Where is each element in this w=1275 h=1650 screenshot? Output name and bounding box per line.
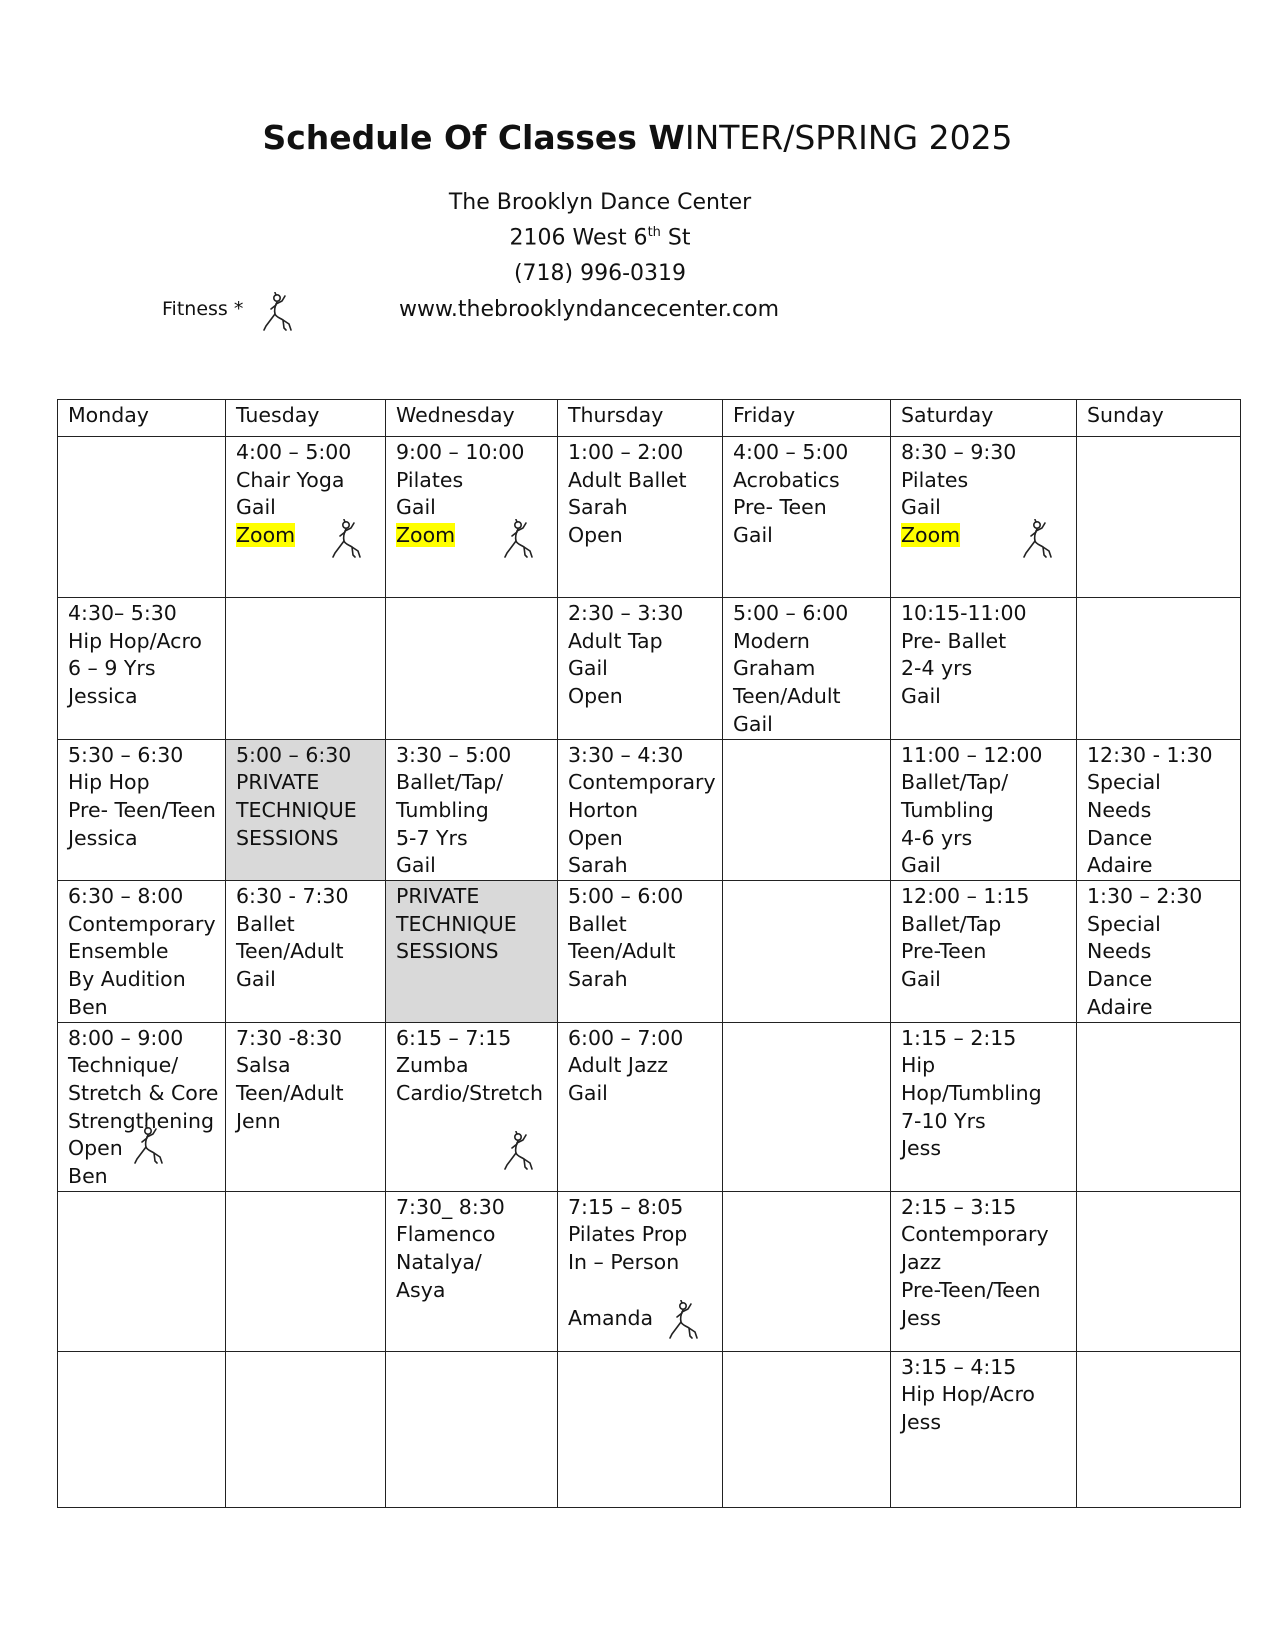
- class-cell-sunday: [1077, 1022, 1241, 1191]
- class-detail: Modern: [733, 628, 810, 653]
- class-detail: Jessica: [68, 825, 138, 850]
- schedule-row: [58, 1022, 1241, 1191]
- class-cell-tuesday: [226, 881, 386, 1023]
- class-detail: Pre-Teen: [901, 939, 987, 964]
- class-detail: Tumbling: [396, 797, 489, 822]
- day-header-monday: Monday: [58, 400, 226, 437]
- class-detail: PRIVATE: [396, 884, 480, 909]
- class-detail: 11:00 – 12:00: [901, 742, 1043, 767]
- class-detail: Special: [1087, 770, 1161, 795]
- class-detail: By Audition: [68, 967, 186, 992]
- class-detail: Zumba: [396, 1053, 469, 1078]
- class-cell-thursday: [558, 739, 723, 881]
- class-cell-wednesday: [386, 1191, 558, 1351]
- class-detail: Needs: [1087, 939, 1152, 964]
- class-detail: Stretch & Core: [68, 1080, 219, 1105]
- class-detail: Pre- Ballet: [901, 628, 1007, 653]
- class-detail: 2-4 yrs: [901, 656, 973, 681]
- address-st: St: [660, 225, 691, 251]
- class-detail: Strengthening: [68, 1108, 214, 1133]
- page-title: [0, 118, 1275, 157]
- class-detail: Ballet/Tap/: [396, 770, 504, 795]
- yoga-pose-icon: [503, 1131, 535, 1173]
- class-detail: Jessica: [68, 684, 138, 709]
- class-detail: Open: [568, 684, 623, 709]
- class-detail: Hip Hop/Acro: [68, 628, 202, 653]
- class-detail: Teen/Adult: [733, 684, 841, 709]
- class-cell-sunday: [1077, 1351, 1241, 1507]
- class-detail: Hop/Tumbling: [901, 1080, 1042, 1105]
- class-cell-friday: [723, 739, 891, 881]
- class-cell-friday: [723, 1351, 891, 1507]
- class-detail: Adult Jazz: [568, 1053, 669, 1078]
- class-detail: SESSIONS: [396, 939, 499, 964]
- class-cell-sunday: [1077, 598, 1241, 740]
- day-header-sunday: Sunday: [1077, 400, 1241, 437]
- class-detail: Needs: [1087, 797, 1152, 822]
- class-detail: 6:30 – 8:00: [68, 884, 184, 909]
- class-cell-monday: [58, 739, 226, 881]
- class-cell-tuesday: [226, 1191, 386, 1351]
- class-detail: Pre-Teen/Teen: [901, 1277, 1041, 1302]
- class-cell-thursday: [558, 1191, 723, 1351]
- address: [0, 225, 1200, 250]
- schedule-row: [58, 1351, 1241, 1507]
- class-detail: Ballet/Tap/: [901, 770, 1009, 795]
- class-detail: 4:30– 5:30: [68, 601, 177, 625]
- class-cell-monday: [58, 1022, 226, 1191]
- class-detail: Sarah: [568, 967, 628, 992]
- class-cell-tuesday: [226, 437, 386, 598]
- class-detail: Jazz: [901, 1250, 942, 1275]
- class-cell-friday: [723, 598, 891, 740]
- class-detail: Gail: [568, 1080, 608, 1105]
- class-cell-wednesday: [386, 739, 558, 881]
- class-detail: 7:15 – 8:05: [568, 1194, 684, 1219]
- yoga-pose-icon: [503, 519, 535, 561]
- class-detail: Hip Hop: [68, 770, 150, 795]
- class-detail: Hip: [901, 1053, 936, 1078]
- class-detail: SESSIONS: [236, 825, 339, 850]
- class-detail: Ballet: [236, 911, 295, 936]
- class-detail: 12:30 - 1:30: [1087, 742, 1213, 767]
- class-detail: Sarah: [568, 495, 628, 520]
- class-detail: 6:30 - 7:30: [236, 884, 349, 909]
- class-detail: Graham: [733, 656, 816, 681]
- class-detail: Horton: [568, 797, 638, 822]
- class-cell-saturday: [891, 881, 1077, 1023]
- class-detail: 7-10 Yrs: [901, 1108, 986, 1133]
- schedule-row: [58, 739, 1241, 881]
- class-detail: 5:30 – 6:30: [68, 742, 184, 767]
- class-detail: Gail: [236, 967, 276, 992]
- class-detail: Natalya/: [396, 1250, 482, 1275]
- class-detail: 1:15 – 2:15: [901, 1025, 1017, 1050]
- class-cell-sunday: [1077, 1191, 1241, 1351]
- day-header-friday: Friday: [723, 400, 891, 437]
- class-detail: 7:30_ 8:30: [396, 1194, 505, 1219]
- class-detail: Pre- Teen/Teen: [68, 797, 216, 822]
- zoom-badge: Zoom: [901, 523, 961, 548]
- yoga-pose-icon: [668, 1300, 700, 1342]
- class-detail: Sarah: [568, 853, 628, 878]
- yoga-pose-icon: [1022, 519, 1054, 561]
- class-detail: 2:30 – 3:30: [568, 601, 684, 625]
- class-cell-thursday: [558, 1351, 723, 1507]
- class-cell-saturday: [891, 598, 1077, 740]
- day-header-saturday: Saturday: [891, 400, 1077, 437]
- zoom-badge: Zoom: [236, 523, 296, 548]
- class-detail: Chair Yoga: [236, 467, 345, 492]
- class-cell-wednesday: [386, 881, 558, 1023]
- class-detail: 8:00 – 9:00: [68, 1025, 184, 1050]
- class-detail: Contemporary: [568, 770, 716, 795]
- class-detail: 5:00 – 6:30: [236, 742, 352, 767]
- class-detail: Gail: [733, 523, 773, 548]
- class-detail: 5:00 – 6:00: [733, 601, 849, 625]
- class-detail: Dance: [1087, 967, 1153, 992]
- phone-number: (718) 996-0319: [513, 261, 687, 286]
- fitness-legend: [162, 298, 243, 320]
- class-detail: 1:00 – 2:00: [568, 440, 684, 464]
- class-cell-wednesday: [386, 437, 558, 598]
- class-detail: Jenn: [236, 1108, 281, 1133]
- schedule-table: [57, 399, 1241, 1508]
- class-cell-thursday: [558, 598, 723, 740]
- class-detail: Ben: [68, 1164, 108, 1189]
- class-detail: 9:00 – 10:00: [396, 440, 525, 464]
- day-header-thursday: Thursday: [558, 400, 723, 437]
- class-detail: 5-7 Yrs: [396, 825, 468, 850]
- address-street: 2106 West 6: [509, 225, 648, 251]
- class-detail: 4:00 – 5:00: [236, 440, 352, 464]
- schedule-row: [58, 598, 1241, 740]
- class-detail: Gail: [901, 495, 941, 520]
- class-detail: 4:00 – 5:00: [733, 440, 849, 464]
- day-header-wednesday: Wednesday: [386, 400, 558, 437]
- class-detail: Teen/Adult: [236, 939, 344, 964]
- class-cell-monday: [58, 881, 226, 1023]
- yoga-pose-icon: [331, 519, 363, 561]
- class-detail: 4-6 yrs: [901, 825, 973, 850]
- class-detail: Gail: [733, 711, 773, 736]
- class-cell-sunday: [1077, 881, 1241, 1023]
- class-detail: Ben: [68, 994, 108, 1019]
- class-detail: Teen/Adult: [568, 939, 676, 964]
- class-detail: In – Person: [568, 1250, 680, 1275]
- class-detail: Open: [68, 1135, 215, 1163]
- class-detail: Technique/: [68, 1053, 179, 1078]
- class-detail: Cardio/Stretch: [396, 1080, 544, 1105]
- class-detail: Dance: [1087, 825, 1153, 850]
- class-cell-saturday: [891, 739, 1077, 881]
- class-detail: Pilates Prop: [568, 1222, 688, 1247]
- class-detail: TECHNIQUE: [396, 911, 517, 936]
- class-detail: 6:15 – 7:15: [396, 1025, 512, 1050]
- class-cell-monday: [58, 1351, 226, 1507]
- class-detail: Jess: [901, 1136, 942, 1161]
- class-detail: 7:30 -8:30: [236, 1025, 342, 1050]
- class-detail: Adaire: [1087, 853, 1153, 878]
- class-detail: Ensemble: [68, 939, 169, 964]
- class-detail: 3:30 – 5:00: [396, 742, 512, 767]
- fitness-label: Fitness *: [162, 298, 244, 320]
- class-detail: Amanda: [568, 1305, 654, 1330]
- class-detail: Gail: [568, 656, 608, 681]
- class-cell-saturday: [891, 1191, 1077, 1351]
- class-cell-tuesday: [226, 739, 386, 881]
- class-detail: 6 – 9 Yrs: [68, 656, 156, 681]
- class-detail: Jess: [901, 1305, 942, 1330]
- yoga-pose-icon: [262, 292, 294, 338]
- center-name: The Brooklyn Dance Center: [448, 190, 752, 215]
- class-detail: Asya: [396, 1277, 446, 1302]
- class-detail: Tumbling: [901, 797, 994, 822]
- class-detail: 2:15 – 3:15: [901, 1194, 1017, 1219]
- class-cell-sunday: [1077, 739, 1241, 881]
- class-cell-saturday: [891, 1022, 1077, 1191]
- class-cell-saturday: [891, 437, 1077, 598]
- class-cell-monday: [58, 598, 226, 740]
- class-detail: Contemporary: [68, 911, 216, 936]
- class-cell-wednesday: [386, 1351, 558, 1507]
- class-cell-sunday: [1077, 437, 1241, 598]
- class-detail: Adult Ballet: [568, 467, 687, 492]
- class-detail: 5:00 – 6:00: [568, 884, 684, 909]
- class-detail: Open: [568, 825, 623, 850]
- class-detail: Adult Tap: [568, 628, 663, 653]
- class-detail: Contemporary: [901, 1222, 1049, 1247]
- class-cell-thursday: [558, 1022, 723, 1191]
- class-detail: Gail: [901, 853, 941, 878]
- schedule-row: [58, 881, 1241, 1023]
- title-rest: INTER/SPRING 2025: [684, 118, 1013, 157]
- class-cell-tuesday: [226, 1022, 386, 1191]
- day-header-row: [58, 400, 1241, 437]
- class-detail: Pilates: [901, 467, 969, 492]
- class-cell-friday: [723, 1191, 891, 1351]
- class-detail: Gail: [236, 495, 276, 520]
- class-cell-tuesday: [226, 598, 386, 740]
- class-detail: Gail: [901, 967, 941, 992]
- address-suffix: th: [647, 225, 661, 240]
- class-detail: 3:15 – 4:15: [901, 1354, 1017, 1379]
- class-detail: 1:30 – 2:30: [1087, 884, 1203, 909]
- class-detail: 10:15-11:00: [901, 601, 1027, 625]
- yoga-pose-icon: [133, 1125, 165, 1167]
- class-detail: PRIVATE: [236, 770, 320, 795]
- class-cell-friday: [723, 1022, 891, 1191]
- class-detail: 6:00 – 7:00: [568, 1025, 684, 1050]
- class-detail: Teen/Adult: [236, 1080, 344, 1105]
- class-detail: Hip Hop/Acro: [901, 1382, 1035, 1407]
- class-cell-thursday: [558, 881, 723, 1023]
- class-cell-monday: [58, 1191, 226, 1351]
- class-detail: Gail: [396, 853, 436, 878]
- class-detail: TECHNIQUE: [236, 797, 357, 822]
- class-detail: Salsa: [236, 1053, 291, 1078]
- class-detail: Gail: [901, 684, 941, 709]
- class-cell-friday: [723, 881, 891, 1023]
- class-detail: 12:00 – 1:15: [901, 884, 1030, 909]
- schedule-row: [58, 437, 1241, 598]
- class-detail: Open: [568, 523, 623, 548]
- class-cell-wednesday: [386, 1022, 558, 1191]
- class-detail: Flamenco: [396, 1222, 496, 1247]
- title-bold: Schedule Of Classes W: [262, 118, 685, 157]
- class-cell-wednesday: [386, 598, 558, 740]
- class-cell-friday: [723, 437, 891, 598]
- class-cell-tuesday: [226, 1351, 386, 1507]
- class-detail: Ballet/Tap: [901, 911, 1002, 936]
- day-header-tuesday: Tuesday: [226, 400, 386, 437]
- class-detail: Gail: [396, 495, 436, 520]
- schedule-row: [58, 1191, 1241, 1351]
- class-cell-thursday: [558, 437, 723, 598]
- class-detail: Acrobatics: [733, 467, 840, 492]
- class-cell-saturday: [891, 1351, 1077, 1507]
- zoom-badge: Zoom: [396, 523, 456, 548]
- class-detail: 3:30 – 4:30: [568, 742, 684, 767]
- website-link[interactable]: www.thebrooklyndancecenter.com: [398, 297, 780, 322]
- class-detail: 8:30 – 9:30: [901, 440, 1017, 464]
- class-cell-monday: [58, 437, 226, 598]
- class-detail: Adaire: [1087, 994, 1153, 1019]
- class-detail: Ballet: [568, 911, 627, 936]
- class-detail: Special: [1087, 911, 1161, 936]
- class-detail: Pilates: [396, 467, 464, 492]
- class-detail: Pre- Teen: [733, 495, 827, 520]
- class-detail: Jess: [901, 1410, 942, 1435]
